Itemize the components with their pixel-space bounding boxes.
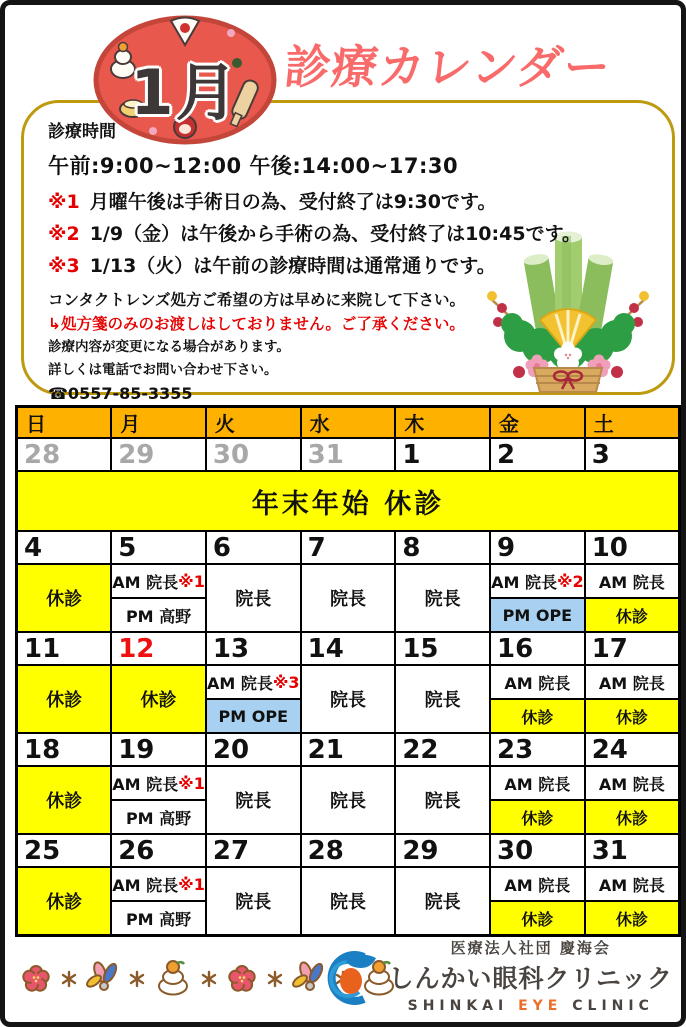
note-ref-mark: ※1 [178,874,205,894]
date-cell: 30 [490,834,585,867]
schedule-text: 院長 [424,690,461,711]
schedule-text: 休診 [615,909,648,929]
schedule-cell [585,766,680,834]
clinic-logo [318,937,673,1014]
schedule-cell [17,564,112,632]
date-cell: 28 [17,438,112,471]
note-ref-mark: ※1 [178,773,205,793]
schedule-cell [111,564,206,632]
schedule-text: 休診 [46,589,83,610]
schedule-cell [490,564,585,632]
schedule-cell [111,665,206,733]
note-1-text: 月曜午後は手術日の為、受付終了は9:30です。 [89,191,497,213]
note-3 [48,250,672,282]
schedule-cell [585,665,680,733]
sparkle-icon [200,970,218,988]
schedule-text: 院長 [424,589,461,610]
schedule-text: AM 院長 [598,673,665,693]
schedule-cell [395,867,490,936]
date-cell: 6 [206,531,301,564]
day-header-sat: 土 [585,407,680,439]
date-cell: 9 [490,531,585,564]
schedule-text: AM 院長 [112,572,179,592]
date-cell: 4 [17,531,112,564]
schedule-text: 休診 [46,892,83,913]
note-2 [48,218,672,250]
day-header-mon: 月 [111,407,206,439]
note-ref-mark: ※3 [272,672,300,692]
prescription-warning: ↳処方箋のみのお渡しはしておりません。ご了承ください。 [48,315,465,333]
schedule-text: PM OPE [218,706,288,726]
date-cell: 27 [206,834,301,867]
schedule-text: 休診 [615,606,648,626]
note-2-mark: ※2 [48,223,80,245]
schedule-text: AM 院長 [598,572,665,592]
schedule-text: 休診 [46,791,83,812]
schedule-text: 院長 [329,589,366,610]
date-cell: 29 [395,834,490,867]
schedule-cell [490,867,585,936]
date-cell: 10 [585,531,680,564]
date-cell: 31 [585,834,680,867]
month-badge [91,11,279,149]
day-header-tue: 火 [206,407,301,439]
date-row [17,438,680,471]
newyear-holiday-banner: 年末年始 休診 [17,471,680,531]
schedule-cell [490,766,585,834]
clinic-name-en: SHINKAI EYE CLINIC [407,998,654,1014]
schedule-text: 院長 [424,892,461,913]
date-cell: 24 [585,733,680,766]
date-cell: 12 [111,632,206,665]
day-header-sun: 日 [17,407,112,439]
schedule-text: 休診 [46,690,83,711]
schedule-row [17,867,680,936]
schedule-cell [17,665,112,733]
schedule-cell [206,867,301,936]
date-cell: 20 [206,733,301,766]
clinic-name-jp: しんかい眼科クリニック [388,964,673,993]
date-cell: 15 [395,632,490,665]
plum-blossom-icon [19,962,53,996]
corporation-name: 医療法人社団 慶海会 [450,939,611,957]
clinic-logo-icon [318,945,380,1007]
month-label: 1月 [130,56,240,129]
change-note: 診療内容が変更になる場合があります。 [48,339,290,355]
page-title: 診療カレンダー [281,40,614,94]
date-row [17,733,680,766]
date-cell: 2 [490,438,585,471]
schedule-text: 院長 [329,892,366,913]
date-cell: 18 [17,733,112,766]
date-cell: 8 [395,531,490,564]
weekday-header-row [17,407,680,439]
note-ref-mark: ※2 [556,571,584,591]
schedule-text: 院長 [235,589,272,610]
note-3-mark: ※3 [48,255,80,277]
schedule-row [17,665,680,733]
shuttlecock-icon [85,961,121,997]
schedule-cell [395,766,490,834]
schedule-text: AM 院長 [504,673,571,693]
schedule-text: PM 高野 [125,606,192,626]
schedule-text: AM 院長 [598,875,665,895]
date-cell: 28 [301,834,396,867]
schedule-cell [490,665,585,733]
date-cell: 14 [301,632,396,665]
schedule-text: AM 院長 [206,673,273,693]
schedule-cell [17,867,112,936]
schedule-cell [301,665,396,733]
contact-lens-note: コンタクトレンズ処方ご希望の方は早めに来院して下さい。 [48,291,466,309]
date-cell: 22 [395,733,490,766]
schedule-text: 院長 [235,791,272,812]
schedule-text: PM OPE [502,605,573,625]
schedule-text: 休診 [140,690,177,711]
date-cell: 1 [395,438,490,471]
note-2-text: 1/9（金）は午後から手術の為、受付終了は10:45です。 [89,223,582,245]
date-cell: 25 [17,834,112,867]
schedule-cell [585,564,680,632]
date-cell: 17 [585,632,680,665]
schedule-cell [17,766,112,834]
schedule-text: AM 院長 [112,875,179,895]
schedule-text: AM 院長 [504,875,571,895]
schedule-text: 休診 [521,808,554,828]
date-cell: 26 [111,834,206,867]
phone-number: ☎0557-85-3355 [48,384,193,403]
hours-heading: 診療時間 [48,122,116,142]
schedule-cell [395,665,490,733]
schedule-cell [301,867,396,936]
schedule-text: 休診 [615,808,648,828]
schedule-row [17,766,680,834]
date-cell: 21 [301,733,396,766]
schedule-text: PM 高野 [125,909,192,929]
schedule-row [17,564,680,632]
day-header-fri: 金 [490,407,585,439]
date-cell: 3 [585,438,680,471]
date-cell: 19 [111,733,206,766]
schedule-text: AM 院長 [112,774,179,794]
schedule-cell [206,766,301,834]
schedule-text: 院長 [329,690,366,711]
note-1-mark: ※1 [48,191,80,213]
schedule-cell [301,564,396,632]
schedule-text: 院長 [329,791,366,812]
kagami-mochi-icon [153,959,193,999]
schedule-text: 休診 [521,909,554,929]
note-3-text: 1/13（火）は午前の診療時間は通常通りです。 [89,255,496,277]
day-header-wed: 水 [301,407,396,439]
note-ref-mark: ※1 [178,571,205,591]
date-row [17,834,680,867]
date-cell: 29 [111,438,206,471]
schedule-cell [111,766,206,834]
schedule-text: AM 院長 [491,572,557,592]
date-cell: 5 [111,531,206,564]
banner-row [17,471,680,531]
day-header-thu: 木 [395,407,490,439]
schedule-text: AM 院長 [504,774,571,794]
date-cell: 30 [206,438,301,471]
schedule-calendar [15,405,681,937]
hours-value: 午前:9:00~12:00 午後:14:00~17:30 [48,154,459,178]
footer [5,935,681,1027]
schedule-text: AM 院長 [598,774,665,794]
date-cell: 31 [301,438,396,471]
schedule-text: PM 高野 [125,808,192,828]
sparkle-icon [60,970,78,988]
sparkle-icon [128,970,146,988]
schedule-cell [585,867,680,936]
date-cell: 13 [206,632,301,665]
schedule-text: 休診 [615,707,648,727]
sparkle-icon [266,970,284,988]
schedule-cell [206,564,301,632]
schedule-cell [395,564,490,632]
date-cell: 16 [490,632,585,665]
date-cell: 11 [17,632,112,665]
date-cell: 7 [301,531,396,564]
date-cell: 23 [490,733,585,766]
inquiry-note: 詳しくは電話でお問い合わせ下さい。 [48,362,278,378]
schedule-cell [206,665,301,733]
schedule-text: 休診 [521,707,554,727]
schedule-cell [111,867,206,936]
schedule-cell [301,766,396,834]
schedule-text: 院長 [235,892,272,913]
date-row [17,632,680,665]
schedule-text: 院長 [424,791,461,812]
date-row [17,531,680,564]
plum-blossom-icon [225,962,259,996]
note-1 [48,186,672,218]
